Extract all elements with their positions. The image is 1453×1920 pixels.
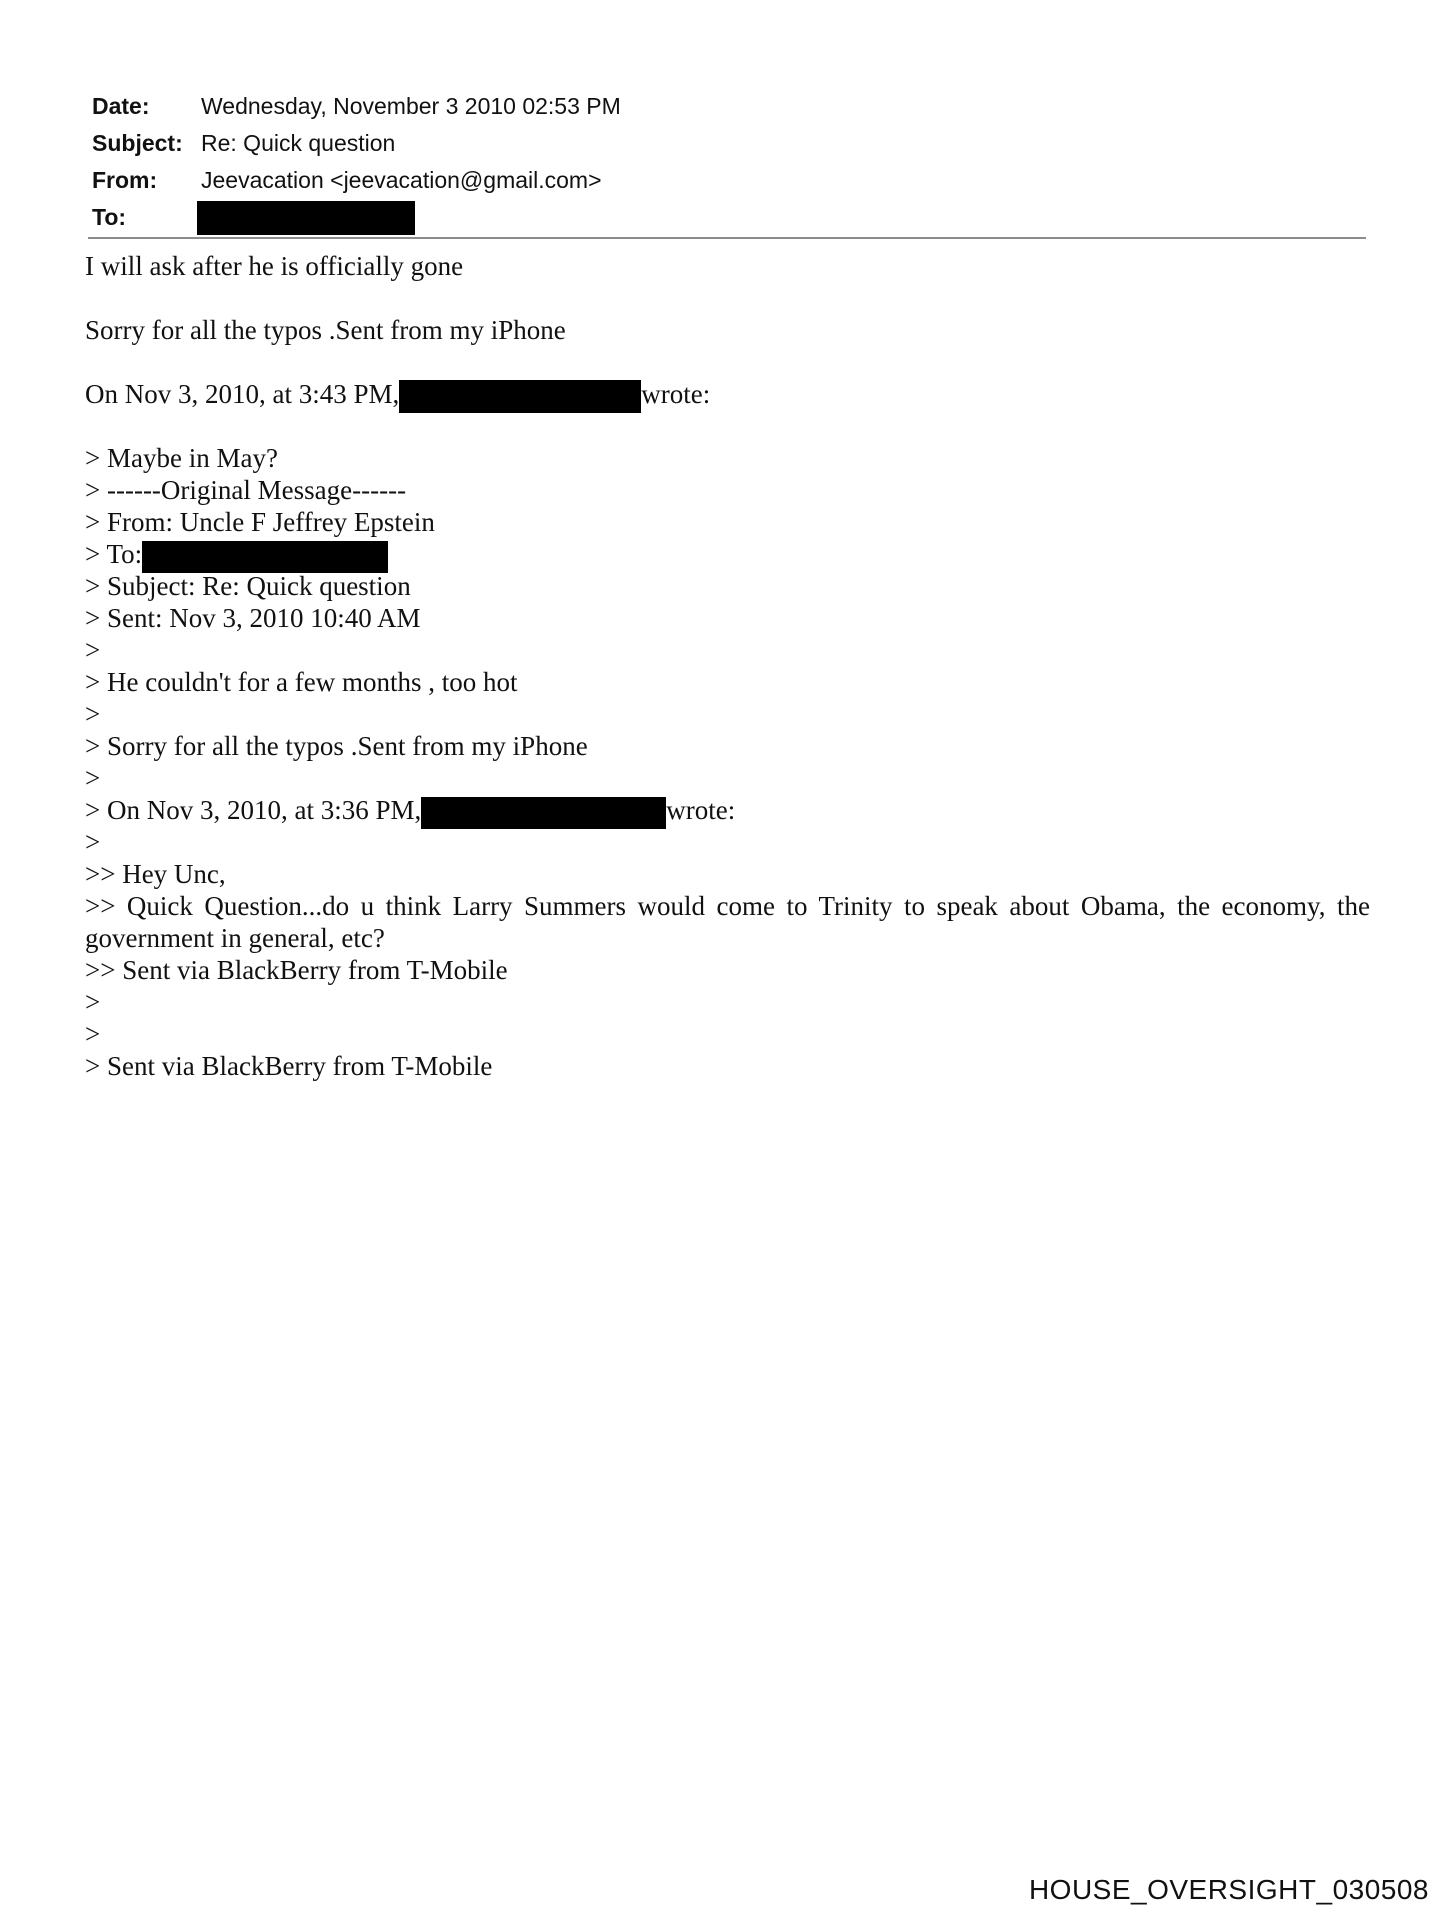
quoted-to-label: > To: — [85, 539, 143, 569]
subject-label: Subject: — [92, 130, 183, 156]
quote-intro-text: On Nov 3, 2010, at 3:43 PM, — [85, 379, 400, 409]
quote-intro-wrote: wrote: — [641, 379, 711, 409]
body-line: Sorry for all the typos .Sent from my iPhone — [85, 315, 566, 345]
email-body — [85, 250, 1370, 1082]
quoted-intro-wrote: wrote: — [666, 795, 736, 825]
quoted-line: >> Hey Unc, — [85, 859, 226, 889]
recipient-redaction — [142, 541, 388, 573]
quoted-line: > From: Uncle F Jeffrey Epstein — [85, 507, 435, 537]
sender-redaction — [399, 380, 641, 413]
quoted-line: > — [85, 699, 101, 729]
header-divider — [88, 237, 1366, 239]
quoted-line: > Maybe in May? — [85, 443, 278, 473]
quoted-to-line — [85, 538, 1370, 570]
body-line: I will ask after he is officially gone — [85, 251, 464, 281]
date-value: Wednesday, November 3 2010 02:53 PM — [201, 93, 621, 119]
from-value: Jeevacation <jeevacation@gmail.com> — [201, 167, 602, 193]
subject-value: Re: Quick question — [201, 130, 396, 156]
quoted-line: > Sent via BlackBerry from T-Mobile — [85, 1051, 493, 1081]
bates-number: HOUSE_OVERSIGHT_030508 — [1028, 1874, 1429, 1905]
blank-line — [85, 346, 1370, 378]
date-label: Date: — [92, 93, 150, 119]
quoted-line: > Subject: Re: Quick question — [85, 571, 411, 601]
quoted-line: >> Sent via BlackBerry from T-Mobile — [85, 955, 508, 985]
quoted-line: > — [85, 763, 101, 793]
quoted-intro-line — [85, 794, 1370, 826]
to-label: To: — [92, 204, 127, 230]
quoted-line: > ------Original Message------ — [85, 475, 407, 505]
blank-line — [85, 282, 1370, 314]
to-redaction — [197, 201, 415, 235]
quote-intro-line — [85, 378, 1370, 410]
quoted-line: > He couldn't for a few months , too hot — [85, 667, 518, 697]
quoted-line: > — [85, 987, 101, 1017]
quoted-line: > — [85, 827, 101, 857]
quoted-line: > — [85, 635, 101, 665]
quoted-line: > Sorry for all the typos .Sent from my iPhone — [85, 731, 588, 761]
quoted-line: > Sent: Nov 3, 2010 10:40 AM — [85, 603, 421, 633]
quoted-line: >> Quick Question...do u think Larry Summers would come to Trinity to speak about Obama, the economy, the government in general, etc? — [85, 891, 1370, 953]
from-label: From: — [92, 167, 158, 193]
quoted-line: > — [85, 1019, 101, 1049]
blank-line — [85, 410, 1370, 442]
sender-redaction — [421, 797, 666, 829]
quoted-intro-text: > On Nov 3, 2010, at 3:36 PM, — [85, 795, 422, 825]
